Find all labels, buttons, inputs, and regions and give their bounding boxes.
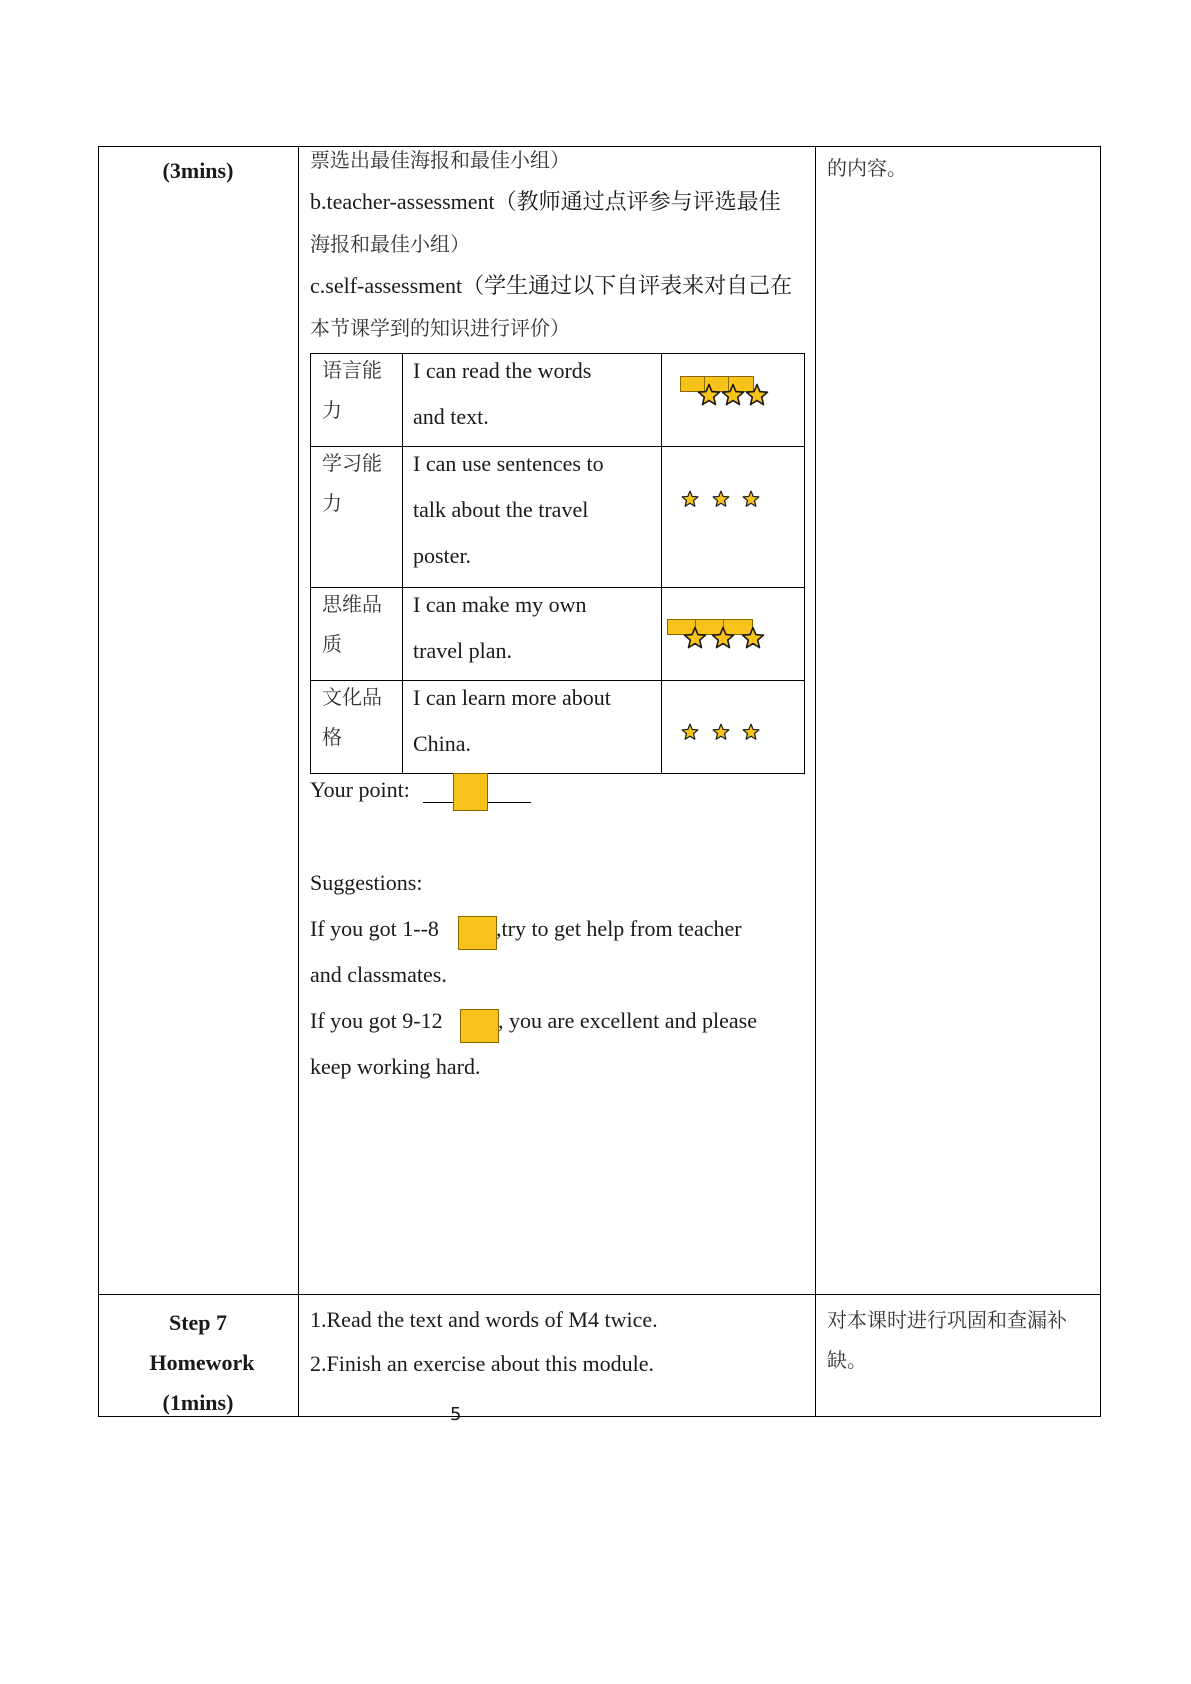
page-number: 5: [450, 1404, 462, 1425]
statement-learn-china-2: China.: [413, 731, 472, 756]
suggestion-3-start: If you got 9-12: [310, 1008, 443, 1033]
step7-label: Step 7: [168, 1310, 228, 1335]
suggestion-1-box: [458, 916, 497, 950]
category-thinking: 思维品: [322, 592, 382, 616]
step7-name: Homework: [149, 1350, 255, 1375]
category-thinking-2: 质: [322, 632, 342, 656]
statement-travel-plan-2: travel plan.: [413, 638, 512, 663]
step6-line-4: [310, 272, 792, 300]
step6-purpose: 的内容。: [827, 156, 907, 180]
category-culture: 文化品: [322, 685, 382, 709]
step6-line-3: 海报和最佳小组）: [310, 232, 470, 256]
statement-use-sentences-3: poster.: [413, 543, 472, 568]
step7-purpose-2: 缺。: [827, 1348, 867, 1372]
statement-learn-china: I can learn more about: [413, 685, 611, 710]
suggestion-4-line: keep working hard.: [310, 1054, 481, 1079]
step7-time: (1mins): [162, 1390, 234, 1415]
category-learning-2: 力: [322, 491, 342, 515]
step6-line-2: [310, 188, 781, 216]
suggestions-heading: Suggestions:: [310, 870, 423, 895]
homework-item-1: 1.Read the text and words of M4 twice.: [310, 1307, 658, 1332]
statement-travel-plan: I can make my own: [413, 592, 587, 617]
category-learning: 学习能: [322, 451, 382, 475]
statement-use-sentences: I can use sentences to: [413, 451, 604, 476]
step6-line-1: 票选出最佳海报和最佳小组）: [310, 148, 570, 172]
homework-item-2: 2.Finish an exercise about this module.: [310, 1351, 654, 1376]
statement-read-words: I can read the words: [413, 358, 592, 383]
self-assessment-text: c.self-assessment（学生通过以下自评表来对自己在: [310, 273, 793, 298]
category-culture-2: 格: [322, 725, 342, 749]
suggestion-1-start: If you got 1--8: [310, 916, 439, 941]
step6-line-5: 本节课学到的知识进行评价）: [310, 316, 570, 340]
suggestion-2-line: and classmates.: [310, 962, 447, 987]
suggestion-3-end: , you are excellent and please: [498, 1008, 757, 1033]
category-language-2: 力: [322, 398, 342, 422]
category-language: 语言能: [322, 358, 382, 382]
statement-use-sentences-2: talk about the travel: [413, 497, 589, 522]
your-point-box[interactable]: [453, 773, 488, 811]
step7-purpose-1: 对本课时进行巩固和查漏补: [827, 1308, 1067, 1332]
suggestion-1-end: ,try to get help from teacher: [496, 916, 742, 941]
statement-read-words-2: and text.: [413, 404, 489, 429]
your-point-label: Your point:: [310, 777, 410, 802]
suggestion-3-box: [460, 1009, 499, 1043]
teacher-assessment-text: b.teacher-assessment（教师通过点评参与评选最佳: [310, 189, 781, 214]
step6-time: (3mins): [162, 158, 234, 183]
